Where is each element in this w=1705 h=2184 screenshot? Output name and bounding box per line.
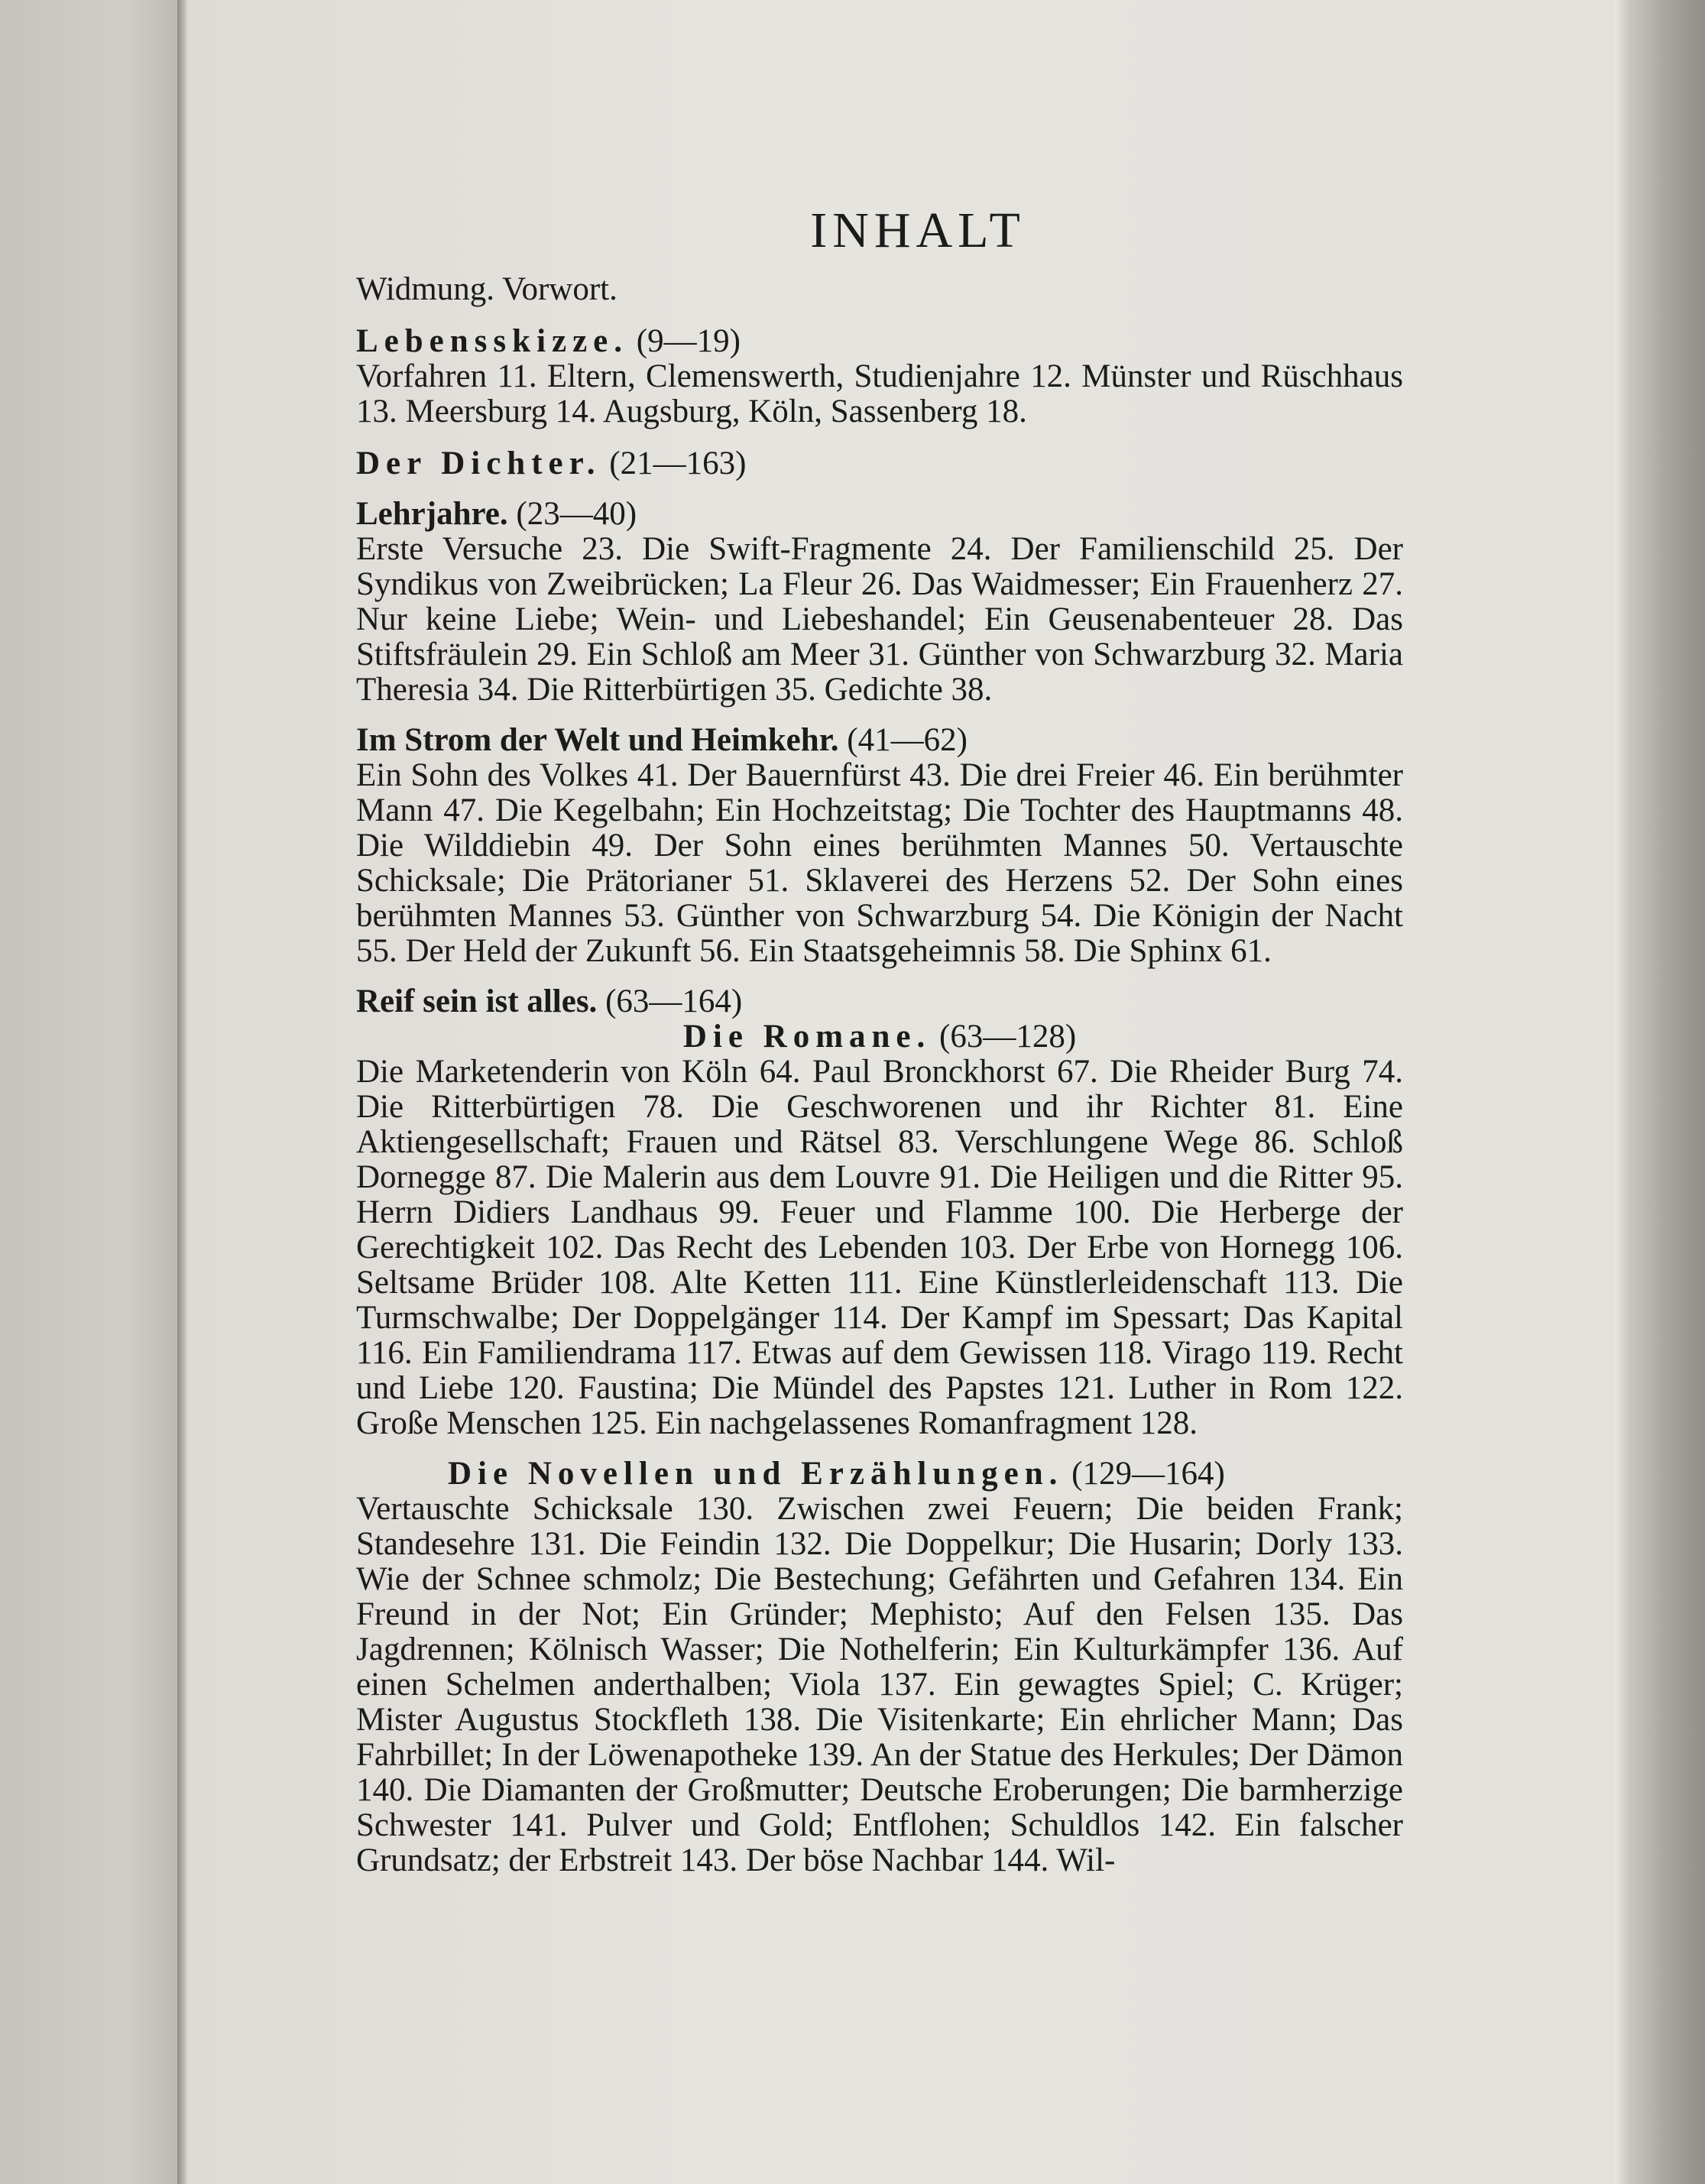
toc-heading-lebensskizze [356, 324, 1403, 359]
page-range: (129—164) [1071, 1456, 1225, 1492]
toc-entries-lebensskizze: Vorfahren 11. Eltern, Clemenswerth, Studienjahre 12. Münster und Rüschhaus 13. Meersburg 14. Augsburg, Köln, Sassenberg 18. [356, 358, 1403, 429]
heading-label: Lehrjahre. [356, 496, 508, 532]
heading-label: Im Strom der Welt und Heimkehr. [356, 722, 839, 758]
page-edge [1614, 0, 1705, 2184]
page-title: INHALT [810, 203, 1026, 258]
heading-label: Reif sein ist alles. [356, 983, 598, 1019]
toc-entries-novellen: Vertauschte Schicksale 130. Zwischen zwei Feuern; Die beiden Frank; Standesehre 131. Die Feindin 132. Die Doppelkur; Die Husarin; Dorly 133. Wie der Schnee schmolz; Die Bestechung; Gefährten und Gefahren 134. Ein Freund in der Not; Ein Gründer; Mephisto; Auf den Felsen 135. Das Jagdrennen; Kölnisch Wasser; Die Nothelferin; Ein Kulturkämpfer 136. Auf einen Schelmen anderthalben; Viola 137. Ein gewagtes Spiel; C. Krüger; Mister Augustus Stockfleth 138. Die Visitenkarte; Ein ehrlicher Mann; Das Fahrbillet; In der Löwenapotheke 139. An der Statue des Herkules; Der Dämon 140. Die Diamanten der Großmutter; Deutsche Eroberungen; Die barmherzige Schwester 141. Pulver und Gold; Entflohen; Schuldlos 142. Ein falscher Grundsatz; der Erbstreit 143. Der böse Nachbar 144. Wil- [356, 1491, 1403, 1878]
book-gutter [177, 0, 188, 2184]
toc-entries-lehrjahre: Erste Versuche 23. Die Swift-Fragmente 24. Der Familienschild 25. Der Syndikus von Zweibrücken; La Fleur 26. Das Waidmesser; Ein Frauenherz 27. Nur keine Liebe; Wein- und Liebeshandel; Ein Geusenabenteuer 28. Das Stiftsfräulein 29. Ein Schloß am Meer 31. Günther von Schwarzburg 32. Maria Theresia 34. Die Ritterbürtigen 35. Gedichte 38. [356, 531, 1403, 708]
table-of-contents [356, 200, 1403, 1878]
toc-heading-lehrjahre [356, 497, 1403, 532]
toc-entries-im-strom-der-welt: Ein Sohn des Volkes 41. Der Bauernfürst 43. Die drei Freier 46. Ein berühmter Mann 47. Die Kegelbahn; Ein Hochzeitstag; Die Tochter des Hauptmanns 48. Die Wilddiebin 49. Der Sohn eines berühmten Mannes 50. Vertauschte Schicksale; Die Prätorianer 51. Sklaverei des Herzens 52. Der Sohn eines berühmten Mannes 53. Günther von Schwarzburg 54. Die Königin der Nacht 55. Der Held der Zukunft 56. Ein Staatsgeheimnis 58. Die Sphinx 61. [356, 757, 1403, 969]
facing-page [0, 0, 177, 2184]
page-range: (63—128) [939, 1019, 1077, 1055]
toc-heading-reif-sein [356, 984, 1403, 1019]
page-range: (9—19) [636, 323, 741, 359]
toc-heading-die-romane [356, 1019, 1403, 1055]
intro-line: Widmung. Vorwort. [356, 271, 617, 307]
page-range: (41—62) [847, 722, 968, 758]
toc-heading-der-dichter [356, 446, 1403, 481]
heading-label: Die Novellen und Erzählungen. [448, 1456, 1064, 1492]
heading-label: Der Dichter. [356, 446, 601, 481]
toc-heading-novellen [356, 1457, 1403, 1492]
toc-heading-im-strom-der-welt [356, 723, 1403, 758]
page-range: (63—164) [605, 983, 743, 1019]
heading-label: Die Romane. [682, 1019, 932, 1055]
page-range: (21—163) [609, 446, 747, 481]
page-range: (23—40) [516, 496, 637, 532]
toc-entries-die-romane: Die Marketenderin von Köln 64. Paul Bronckhorst 67. Die Rheider Burg 74. Die Ritterbürtigen 78. Die Geschworenen und ihr Richter 81. Eine Aktiengesellschaft; Frauen und Rätsel 83. Verschlungene Wege 86. Schloß Dornegge 87. Die Malerin aus dem Louvre 91. Die Heiligen und die Ritter 95. Herrn Didiers Landhaus 99. Feuer und Flamme 100. Die Herberge der Gerechtigkeit 102. Das Recht des Lebenden 103. Der Erbe von Hornegg 106. Seltsame Brüder 108. Alte Ketten 111. Eine Künstlerleidenschaft 113. Die Turmschwalbe; Der Doppelgänger 114. Der Kampf im Spessart; Das Kapital 116. Ein Familiendrama 117. Etwas auf dem Gewissen 118. Virago 119. Recht und Liebe 120. Faustina; Die Mündel des Papstes 121. Luther in Rom 122. Große Menschen 125. Ein nachgelassenes Romanfragment 128. [356, 1054, 1403, 1441]
heading-label: Lebensskizze. [356, 323, 629, 359]
